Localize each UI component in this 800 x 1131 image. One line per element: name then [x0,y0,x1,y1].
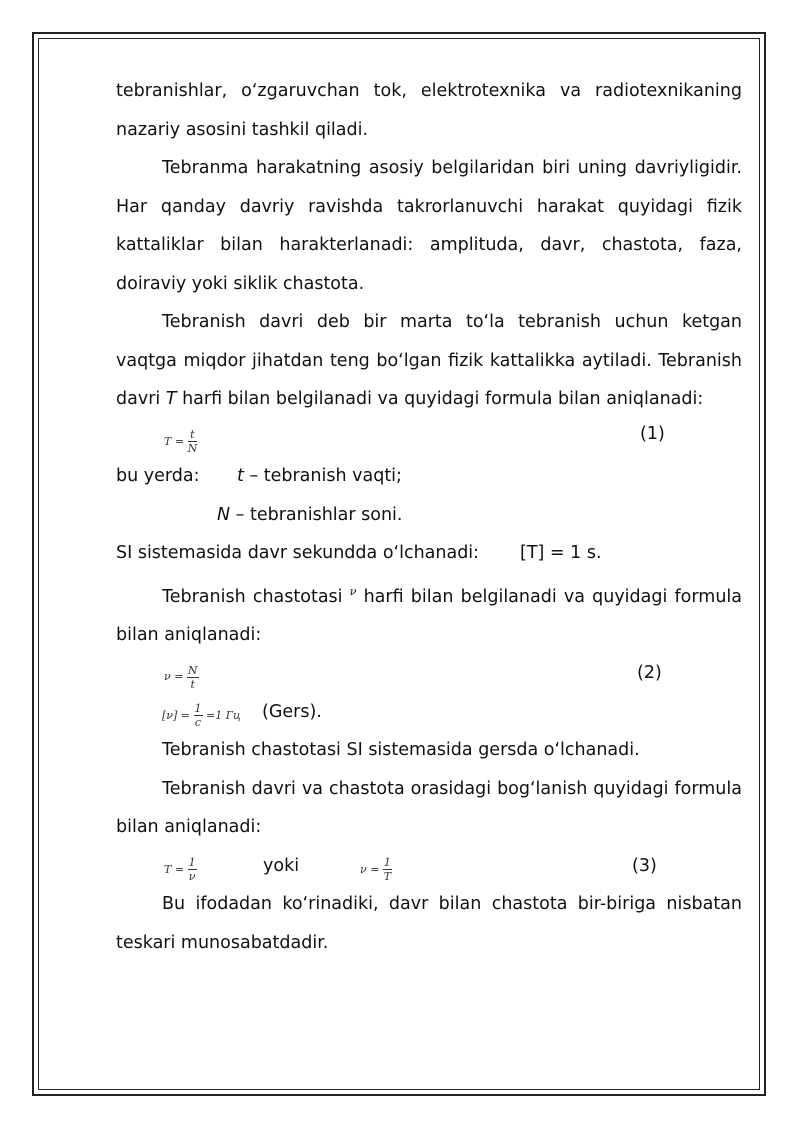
formula-2-num: N [187,663,198,677]
unit-formula-den: c [194,716,202,730]
formula-3-left [164,851,197,890]
formula-3-left-lhs: T [164,862,172,876]
unit-formula-lhs: [ν] [162,708,178,722]
formula-3-right-fraction [383,856,392,883]
formula-3-left-fraction [188,856,197,883]
paragraph-intro: tebranishlar, o‘zgaruvchan tok, elektrotexnika va radiotexnikaning nazariy asosini tashkil qiladi. [116,81,742,140]
formula-2-den: t [190,677,195,691]
formula-1-line [116,419,742,458]
period-text-a: Tebranish davri deb bir marta to‘la tebranish uchun ketgan vaqtga miqdor jihatdan teng bo‘lgan fizik kattalikka aytiladi. Tebranish davri [116,312,742,409]
unit-formula-fraction [194,702,203,729]
formula-3-right-eq: = [370,862,380,876]
formula-3-right-lhs: ν [360,862,367,876]
paragraph-periodicity: Tebranma harakatning asosiy belgilaridan biri uning davriyligidir. Har qanday davriy ravishda takrorlanuvchi harakat quyidagi fizik kattaliklar bilan harakterlanadi: amplituda, davr, chastota, faza, doiraviy yoki siklik chastota. [116,158,742,294]
si-line [116,534,742,573]
period-text-b: harfi bilan belgilanadi va quyidagi formula bilan aniqlanadi: [176,389,704,409]
formula-2-line [116,654,742,693]
where-t [237,457,402,496]
paragraph-conclusion: Bu ifodadan ko‘rinadiki, davr bilan chastota bir-biriga nisbatan teskari munosabatdadir. [116,894,742,953]
si-unit: [T] = 1 s. [520,543,602,563]
frequency-text-a: Tebranish chastotasi [162,586,350,607]
where-t-symbol: t [237,466,244,486]
paragraph-period-definition [116,303,742,419]
where-n [217,496,402,535]
paragraph-hertz: Tebranish chastotasi SI sistemasida gersda o‘lchanadi. [162,740,640,761]
formula-3-right-den: T [383,870,392,884]
formula-3-yoki: yoki [263,855,300,876]
si-text: SI sistemasida davr sekundda o‘lchanadi: [116,543,480,563]
formula-3-left-eq: = [174,862,185,876]
unit-formula-note: (Gers). [262,701,322,722]
unit-formula-rhs: =1 Гц [206,708,241,722]
equation-number-3: (3) [632,855,657,876]
period-symbol: T [165,389,177,409]
formula-1-fraction [188,428,198,455]
frequency-symbol: ν [349,584,357,598]
unit-formula-num: 1 [194,702,202,716]
formula-3-line [116,847,742,886]
formula-3-right-num: 1 [383,856,391,870]
formula-2-eq: = [174,670,184,684]
where-t-desc: – tebranish vaqti; [243,466,402,486]
where-label: bu yerda: [116,466,200,486]
formula-3-right [360,851,392,890]
formula-1-lhs: T [164,434,172,448]
unit-formula-line [116,693,742,732]
where-line-n [116,496,742,535]
formula-2 [164,658,199,697]
where-n-symbol: N [217,504,231,525]
equation-number-1: (1) [640,423,665,444]
where-line-t [116,457,742,496]
formula-1-den: N [187,442,198,455]
unit-formula [162,697,241,736]
where-n-desc: – tebranishlar soni. [230,504,403,525]
paragraph-relation: Tebranish davri va chastota orasidagi bog‘lanish quyidagi formula bilan aniqlanadi: [116,778,742,838]
formula-3-left-num: 1 [188,856,196,870]
formula-1-eq: = [174,434,185,448]
formula-3-left-den: ν [188,870,196,884]
frequency-text-b: harfi bilan belgilanadi va quyidagi formula bilan aniqlanadi: [116,586,742,645]
paragraph-frequency [116,573,742,655]
document-body [116,72,742,962]
formula-2-lhs: ν [164,670,171,684]
formula-2-fraction [187,664,199,691]
formula-1 [164,423,197,462]
formula-1-num: t [188,428,198,442]
equation-number-2: (2) [637,663,662,684]
unit-formula-eq: = [180,708,190,722]
